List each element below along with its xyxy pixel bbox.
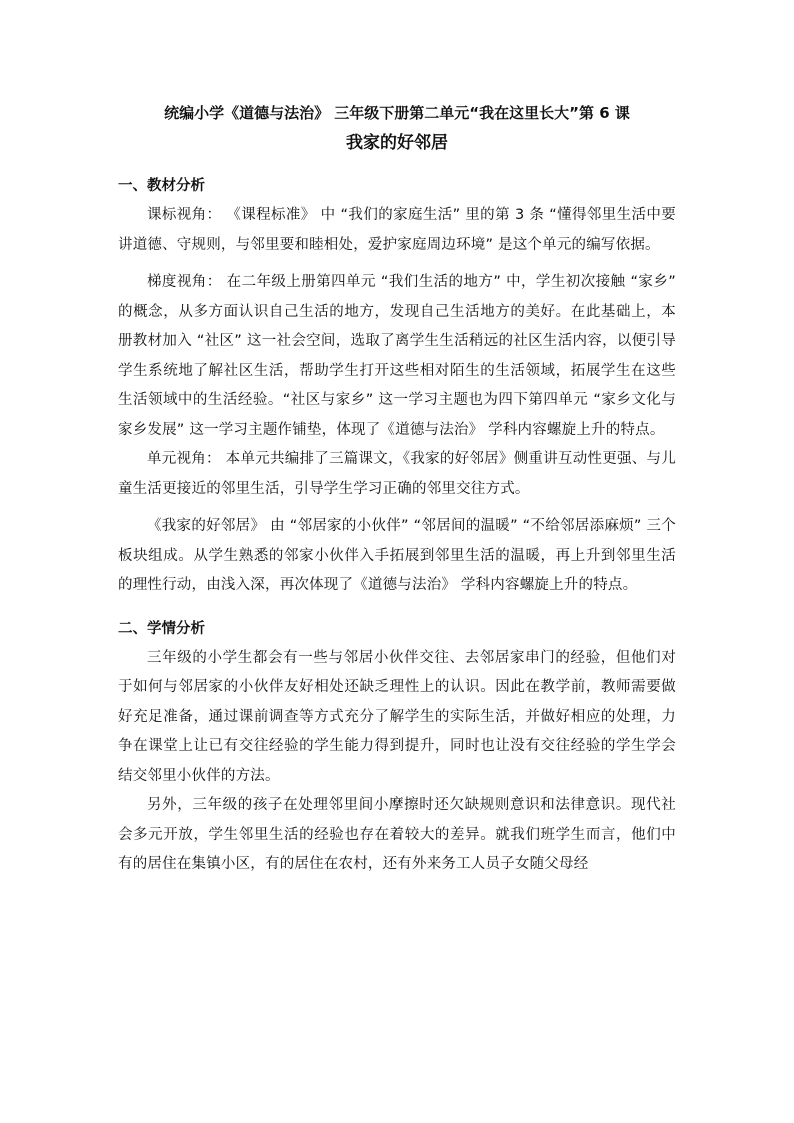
paragraph-student-differences: 另外，三年级的孩子在处理邻里间小摩擦时还欠缺规则意识和法律意识。现代社会多元开放，学生邻里生活的经验也存在着较大的差异。就我们班学生而言，他们中有的居住在集镇小区，有的居住在农村，还有外来务工人员子女随父母经 [118,797,676,872]
paragraph-lesson-structure: 《我家的好邻居》 由 “邻居家的小伙伴” “邻居间的温暖” “不给邻居添麻烦” 三个板块组成。从学生熟悉的邻家小伙伴入手拓展到邻里生活的温暖，再上升到邻里生活的理性行动，由浅入深，再次体现了《道德与法治》 学科内容螺旋上升的特点。 [118,518,676,593]
document-content [118,98,676,880]
paragraph-curriculum-perspective: 课标视角： 《课程标准》 中 “我们的家庭生活” 里的第 3 条 “懂得邻里生活中要讲道德、守规则，与邻里要和睦相处，爱护家庭周边环境” 是这个单元的编写依据。 [118,207,676,253]
paragraph-unit-perspective: 单元视角： 本单元共编排了三篇课文，《我家的好邻居》侧重讲互动性更强、与儿童生活更接近的邻里生活，引导学生学习正确的邻里交往方式。 [118,451,676,497]
lesson-title: 我家的好邻居 [346,133,448,153]
section-heading-student-analysis: 二、学情分析 [118,620,205,637]
paragraph-student-experience: 三年级的小学生都会有一些与邻居小伙伴交往、去邻居家串门的经验，但他们对于如何与邻居家的小伙伴友好相处还缺乏理性上的认识。因此在教学前，教师需要做好充足准备，通过课前调查等方式充分了解学生的实际生活，并做好相应的处理，力争在课堂上让已有交往经验的学生能力得到提升，同时也让没有交往经验的学生学会结交邻里小伙伴的方法。 [118,649,676,784]
document-title: 统编小学《道德与法治》 三年级下册第二单元“我在这里长大”第 6 课 [164,104,630,122]
paragraph-gradient-perspective: 梯度视角： 在二年级上册第四单元 “我们生活的地方” 中，学生初次接触 “家乡” 的概念，从多方面认识自己生活的地方，发现自己生活地方的美好。在此基础上，本册教材加入 “社区” 这一社会空间，选取了离学生生活稍远的社区生活内容，以便引导学生系统地了解社区生活，帮助学生打开这些相对陌生的生活领域，拓展学生在这些生活领域中的生活经验。“社区与家乡” 这一学习主题也为四下第四单元 “家乡文化与家乡发展” 这一学习主题作铺垫，体现了《道德与法治》 学科内容螺旋上升的特点。 [118,274,676,438]
section-heading-textbook-analysis: 一、教材分析 [118,178,205,194]
